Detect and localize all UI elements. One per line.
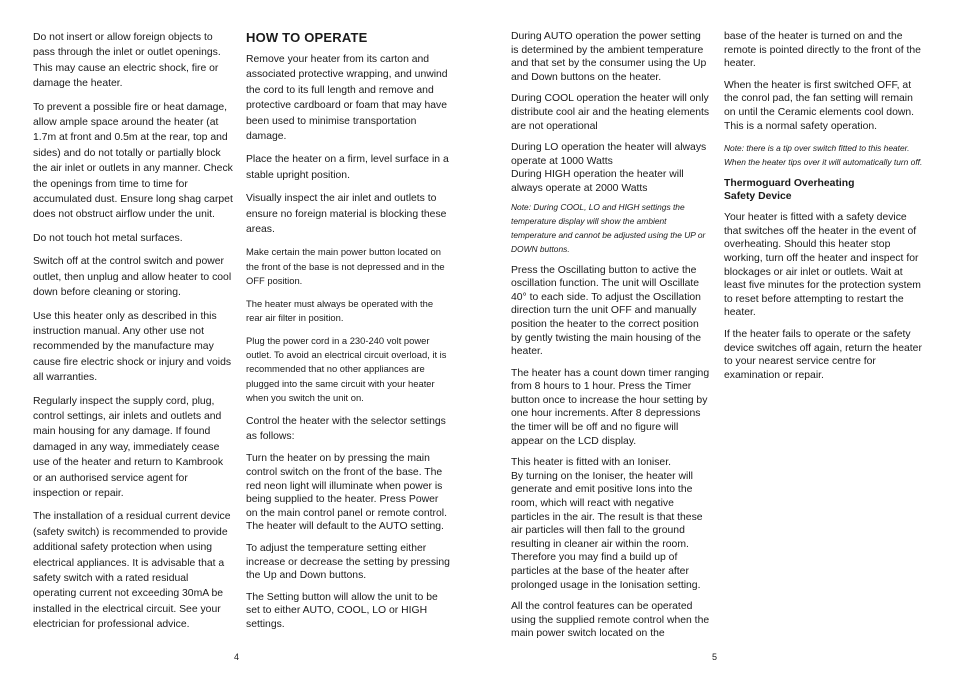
- note-settings-display: Note: During COOL, LO and HIGH settings the temperature display will show the ambient temperature and cannot be adjusted using the UP or DOWN buttons.: [511, 201, 706, 254]
- paragraph-safety-device: Your heater is fitted with a safety device that switches off the heater in the event of overheating. Should this heater stop working, turn off the heater and inspect for blockages or air inlet or outlets. Wait at least five minutes for the protection system to reset before attempting to restart the heater.: [724, 212, 921, 319]
- paragraph-auto-operation: During AUTO operation the power setting is determined by the ambient temperature and that set by the consumer using the Up and Down buttons on the heater.: [511, 31, 707, 83]
- paragraph-hot-surfaces: Do not touch hot metal surfaces.: [33, 232, 183, 244]
- right-page-column-1: [511, 30, 711, 649]
- right-page-column-2: [724, 30, 924, 390]
- paragraph-ioniser-fitted: This heater is fitted with an Ioniser.: [511, 457, 671, 469]
- paragraph-place-heater: Place the heater on a firm, level surface in a stable upright position.: [246, 154, 449, 181]
- paragraph-lo-operation: During LO operation the heater will always operate at 1000 Watts: [511, 142, 707, 167]
- paragraph-service-centre: If the heater fails to operate or the safety device switches off again, return the heater to your nearest service centre for examination or repair.: [724, 328, 922, 381]
- paragraph-inspect-inlet: Visually inspect the air inlet and outlets to ensure no foreign material is blocking these areas.: [246, 193, 447, 236]
- paragraph-fire-prevention: To prevent a possible fire or heat damage, allow ample space around the heater (at 1.7m at front and 0.5m at the rear, top and sides) and do not totally or partially block the air inlet or outlets in any manner. Check the openings from time to time for accumulated dust. Ensure long shag carpet does not obstruct airflow under the unit.: [33, 101, 233, 221]
- paragraph-power-button: Make certain the main power button located on the front of the base is not depressed and in the OFF position.: [246, 246, 445, 287]
- section-heading-thermoguard: [724, 177, 924, 203]
- paragraph-switch-off: Switch off at the control switch and power outlet, then unplug and allow heater to cool down before cleaning or storing.: [33, 256, 232, 299]
- paragraph-oscillation: Press the Oscillating button to active the oscillation function. The unit will Oscillate 40° to each side. To adjust the Oscillation direction turn the unit OFF and manually position the heater to the correct position by gently twisting the main housing of the heater.: [511, 264, 702, 358]
- paragraph-unpack: Remove your heater from its carton and associated protective wrapping, and unwind the cord to its full length and remove and protective cardboard or foam that may have been used to minimise transportation damage.: [246, 54, 448, 143]
- paragraph-cool-operation: During COOL operation the heater will only distribute cool air and the heating elements are not operational: [511, 93, 710, 132]
- heading-line-2: Safety Device: [724, 191, 792, 203]
- paragraph-timer: The heater has a count down timer ranging from 8 hours to 1 hour. Press the Timer button once to increase the hour setting by one hour increments. After 8 depressions the timer will be off and no figure will appear on the LCD display.: [511, 367, 710, 447]
- page-number-right: 5: [712, 652, 718, 662]
- paragraph-selector-settings: Control the heater with the selector settings as follows:: [246, 415, 446, 442]
- paragraph-inspect-cord: Regularly inspect the supply cord, plug, control settings, air inlets and outlets and main housing for any damage. If found damaged in any way, immediately cease use of the heater and return to Kambrook or an authorised service agent for inspection or repair.: [33, 395, 224, 499]
- paragraph-remote-control: All the control features can be operated using the supplied remote control when the main power switch located on the: [511, 601, 710, 640]
- paragraph-rcd: The installation of a residual current device (safety switch) is recommended to provide additional safety protection when using electrical appliances. It is advisable that a safety switch with a rated residual operating current not exceeding 30mA be installed in the electrical circuit. See your electrician for professional advice.: [33, 511, 231, 631]
- paragraph-setting-button: The Setting button will allow the unit to be set to either AUTO, COOL, LO or HIGH settings.: [246, 591, 438, 630]
- paragraph-use-as-described: Use this heater only as described in this instruction manual. Any other use not recommended by the manufacture may cause fire electric shock or injury and voids all warranties.: [33, 310, 232, 384]
- left-page-column-2: [246, 30, 452, 639]
- paragraph-turn-on: Turn the heater on by pressing the main control switch on the front of the base. The red neon light will illuminate when power is being supplied to the heater. Press Power on the main control panel or remote control. The heater will default to the AUTO setting.: [246, 453, 447, 533]
- heading-line-1: Thermoguard Overheating: [724, 178, 855, 190]
- paragraph-adjust-temperature: To adjust the temperature setting either increase or decrease the setting by pressing the Up and Down buttons.: [246, 542, 450, 582]
- left-page-column-1: [33, 30, 233, 641]
- paragraph-switched-off: When the heater is first switched OFF, at the conrol pad, the fan setting will remain on until the Ceramic elements cool down. This is a normal safety operation.: [724, 79, 915, 132]
- paragraph-high-operation: During HIGH operation the heater will always operate at 2000 Watts: [511, 169, 684, 194]
- paragraph-foreign-objects: Do not insert or allow foreign objects to pass through the inlet or outlet openings. This may cause an electric shock, fire or damage the heater.: [33, 32, 221, 90]
- paragraph-remote-continued: base of the heater is turned on and the remote is pointed directly to the front of the heater.: [724, 31, 921, 70]
- section-heading-how-to-operate: HOW TO OPERATE: [246, 30, 368, 45]
- note-tip-over-switch: Note: there is a tip over switch fitted to this heater. When the heater tips over it will automatically turn off.: [724, 143, 923, 168]
- paragraph-ioniser-function: By turning on the Ioniser, the heater will generate and emit positive Ions into the room, which will react with negative particles in the air. The result is that these air particles will then fall to the ground resulting in cleaner air within the room. Therefore you may find a build up of particles at the base of the heater after prolonged usage in the Ionisation setting.: [511, 470, 703, 591]
- page-number-left: 4: [234, 652, 240, 662]
- paragraph-plug-in: Plug the power cord in a 230-240 volt power outlet. To avoid an electrical circuit overload, it is recommended that no other appliances are plugged into the same circuit with your heater when you switch the unit on.: [246, 334, 447, 404]
- paragraph-rear-filter: The heater must always be operated with the rear air filter in position.: [246, 297, 434, 324]
